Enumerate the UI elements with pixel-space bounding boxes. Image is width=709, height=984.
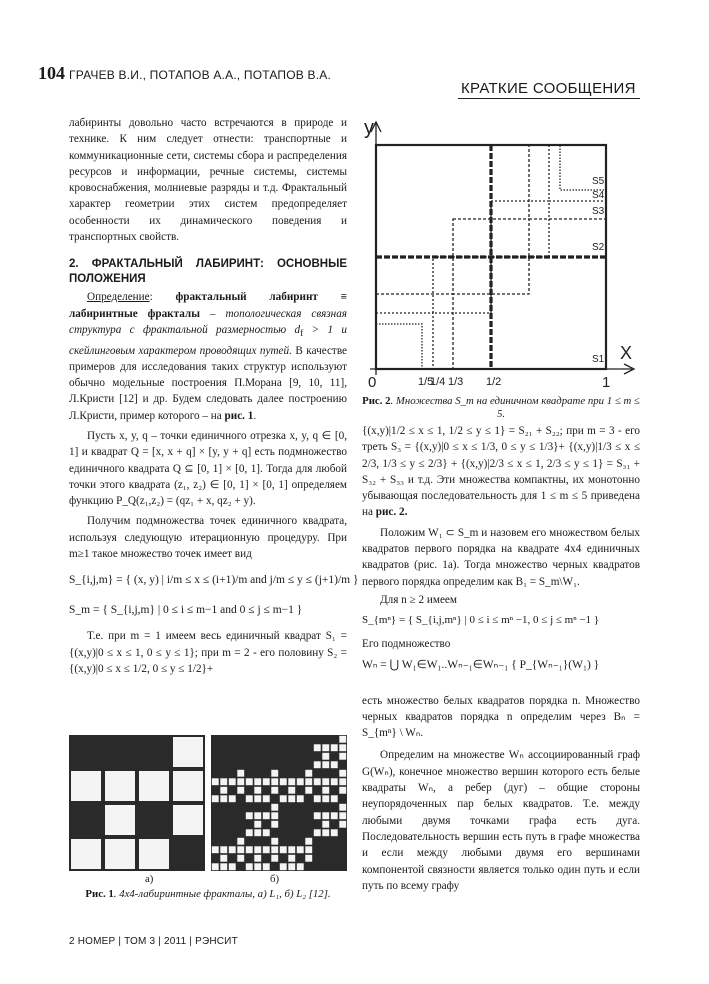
paragraph-black-squares: есть множество белых квадратов порядка n. Множество черных квадратов порядка n определим через Bₙ = S_{mⁿ} \ Wₙ. xyxy=(362,694,640,740)
fig1b-white-cell xyxy=(322,795,329,802)
x-axis-label: X xyxy=(620,343,633,363)
right-column xyxy=(362,423,640,894)
label-s2: S2 xyxy=(592,242,605,253)
fig1-caption-text: . 4x4-лабиринтные фракталы, а) L₁, б) L₂ [12]. xyxy=(113,888,331,900)
fig1b-white-cell xyxy=(271,846,278,853)
fig1b-white-cell xyxy=(220,863,227,870)
fig1b-white-cell xyxy=(280,846,287,853)
fig1b-white-cell xyxy=(305,846,312,853)
fig1b-white-cell xyxy=(263,829,270,836)
fig1b-white-cell xyxy=(271,787,278,794)
fig1b-white-cell xyxy=(288,778,295,785)
label-s1: S1 xyxy=(592,354,605,365)
fig1b-white-cell xyxy=(314,778,321,785)
fig1b-white-cell xyxy=(280,795,287,802)
label-s5: S5 xyxy=(592,176,605,187)
fig1b-white-cell xyxy=(254,855,261,862)
fig1b-white-cell xyxy=(339,812,346,819)
fig1-caption xyxy=(69,888,347,900)
fig1b-white-cell xyxy=(254,787,261,794)
fig1b-white-cell xyxy=(254,863,261,870)
running-authors: ГРАЧЕВ В.И., ПОТАПОВ А.А., ПОТАПОВ В.А. xyxy=(69,68,332,82)
footer: 2 НОМЕР | ТОМ 3 | 2011 | РЭНСИТ xyxy=(69,936,238,947)
fig1b-white-cell xyxy=(297,846,304,853)
fig1b-white-cell xyxy=(322,778,329,785)
paragraph-subset: Его подмножество xyxy=(362,638,451,651)
fig1b-white-cell xyxy=(305,770,312,777)
fig1b-white-cell xyxy=(288,855,295,862)
fig1a-white-cell xyxy=(105,805,135,835)
fig1b-white-cell xyxy=(305,838,312,845)
fig1-lattice xyxy=(69,735,347,871)
fig1b-white-cell xyxy=(271,812,278,819)
fig1b-white-cell xyxy=(288,863,295,870)
fig1b-white-cell xyxy=(339,770,346,777)
fig1b-white-cell xyxy=(322,761,329,768)
fig1b-white-cell xyxy=(280,863,287,870)
x-one-label: 1 xyxy=(602,374,611,391)
fig1b-white-cell xyxy=(331,795,338,802)
fig1b-white-cell xyxy=(271,804,278,811)
fig1a-white-cell xyxy=(173,771,203,801)
section-title: КРАТКИЕ СООБЩЕНИЯ xyxy=(461,80,636,97)
fig1b-white-cell xyxy=(237,778,244,785)
paragraph-examples: Т.е. при m = 1 имеем весь единичный квадрат S₁ = {(x,y)|0 ≤ x ≤ 1, 0 ≤ y ≤ 1}; при m = 2 - его половину S₂ = {(x,y)|0 ≤ x ≤ 1/2, 0 ≤ y ≤ 1/2}+ xyxy=(69,630,347,675)
fig1b-white-cell xyxy=(297,863,304,870)
fig1b-white-cell xyxy=(254,795,261,802)
fig1b-white-cell xyxy=(220,778,227,785)
fig1b-white-cell xyxy=(246,778,253,785)
fig1a-white-cell xyxy=(139,839,169,869)
fig1b-white-cell xyxy=(237,838,244,845)
figure-2 xyxy=(362,110,640,395)
formula-sm: S_m = { S_{i,j,m} | 0 ≤ i ≤ m−1 and 0 ≤ j ≤ m−1 } xyxy=(69,604,303,617)
fig1a-white-cell xyxy=(139,771,169,801)
fig1b-white-cell xyxy=(220,795,227,802)
fig1a-white-cell xyxy=(105,839,135,869)
formula-wn: Wₙ = ⋃ W₁∈W₁..Wₙ₋₁∈Wₙ₋₁ { P_{Wₙ₋₁}(W₁) } xyxy=(362,658,600,671)
fig1b-white-cell xyxy=(339,821,346,828)
fig1b-white-cell xyxy=(271,778,278,785)
paragraph-sets xyxy=(362,423,640,521)
fig1-label-a: а) xyxy=(145,873,154,885)
fig1a-white-cell xyxy=(173,737,203,767)
fig1b-white-cell xyxy=(305,787,312,794)
fig1b-white-cell xyxy=(339,736,346,743)
fig2-caption-label: Рис. 2 xyxy=(362,395,391,407)
fig1b-white-cell xyxy=(263,863,270,870)
fig1b-white-cell xyxy=(237,855,244,862)
fig1b-white-cell xyxy=(331,829,338,836)
formula-smn: S_{mⁿ} = { S_{i,j,mⁿ} | 0 ≤ i ≤ mⁿ −1, 0 ≤ j ≤ mⁿ −1 } xyxy=(362,614,600,627)
fig1b-white-cell xyxy=(229,778,236,785)
paragraph-definitions: Пусть x, y, q – точки единичного отрезка x, y, q ∈ [0, 1] и квадрат Q = [x, x + q] × [y, y + q] есть подмножество единичного квадрата Q ⊆ [0, 1] × [0, 1]. Тогда для любой точки этого квадрата (z₁, z₂) ∈ [0, 1] × [0, 1] определяем функцию P_Q(z₁,z₂) = (qz₁ + x, qz₂ + y). xyxy=(69,429,347,508)
fig1b-white-cell xyxy=(314,812,321,819)
fig1b-white-cell xyxy=(331,812,338,819)
paragraph-n2: Для n ≥ 2 имеем xyxy=(380,593,457,606)
fig1b-white-cell xyxy=(246,846,253,853)
fig1b-white-cell xyxy=(271,821,278,828)
fig1b-white-cell xyxy=(220,787,227,794)
fig1b-white-cell xyxy=(280,778,287,785)
fig1b-white-cell xyxy=(254,778,261,785)
fig1b-white-cell xyxy=(220,846,227,853)
fig1b-white-cell xyxy=(263,812,270,819)
fig1b-white-cell xyxy=(212,795,219,802)
fig1b-white-cell xyxy=(220,855,227,862)
square-s3-1 xyxy=(376,294,453,369)
fig1b-white-cell xyxy=(271,838,278,845)
fig1-caption-label: Рис. 1 xyxy=(85,888,114,900)
fig2-ref: рис. 2. xyxy=(375,506,408,519)
fig1b-white-cell xyxy=(212,863,219,870)
fig1b-white-cell xyxy=(297,778,304,785)
fig1b-white-cell xyxy=(314,761,321,768)
fig1b-white-cell xyxy=(271,770,278,777)
formula-sijm: S_{i,j,m} = { (x, y) | i/m ≤ x ≤ (i+1)/m and j/m ≤ y ≤ (j+1)/m } xyxy=(69,574,359,587)
tick-1-2: 1/2 xyxy=(486,376,502,388)
fig1a-white-cell xyxy=(71,839,101,869)
fig1b-white-cell xyxy=(212,846,219,853)
fig1b-white-cell xyxy=(212,778,219,785)
fig2-caption xyxy=(362,395,640,421)
fig1b-white-cell xyxy=(331,744,338,751)
fig1b-white-cell xyxy=(297,795,304,802)
fig1b-white-cell xyxy=(322,821,329,828)
definition-rest: В качестве примеров для исследования таких структур используют обычно модельные построения П.Морана [9, 10, 11], Л.Кристи [12] и др. Будем следовать далее построению Л.Кристи, пример которого – на xyxy=(69,344,348,422)
fig1b-white-cell xyxy=(339,804,346,811)
fig1b-white-cell xyxy=(246,812,253,819)
tick-1-4: 1/4 xyxy=(430,376,446,388)
fig1b-white-cell xyxy=(254,829,261,836)
fig1b-white-cell xyxy=(331,778,338,785)
tick-1-3: 1/3 xyxy=(448,376,464,388)
fig1b-white-cell xyxy=(271,855,278,862)
fig1b-white-cell xyxy=(254,821,261,828)
fig1b-white-cell xyxy=(314,744,321,751)
definition-label: Определение xyxy=(87,291,150,304)
left-column xyxy=(69,115,359,677)
square-s4-1 xyxy=(376,313,433,369)
fig1-label-b: б) xyxy=(270,873,280,885)
fig1b-white-cell xyxy=(246,863,253,870)
fig1b-white-cell xyxy=(314,795,321,802)
fig1b-white-cell xyxy=(288,787,295,794)
origin-label: 0 xyxy=(368,374,377,391)
fig1b-white-cell xyxy=(339,753,346,760)
page-number: 104 xyxy=(38,63,65,83)
header-rule xyxy=(458,98,640,99)
sets-text: {(x,y)|1/2 ≤ x ≤ 1, 1/2 ≤ y ≤ 1} = S₂₁ + S₂₂; при m = 3 - его треть S₃ = {(x,y)|0 ≤ x ≤ 1/3, 0 ≤ y ≤ 1/3}+ {(x,y)|1/3 ≤ x ≤ 2/3, 1/3 ≤ y ≤ 2/3} + {(x,y)|2/3 ≤ x ≤ 1, 2/3 ≤ y ≤ 1} = S₃₁ + S₃₂ + S₃₃ и т.д. Эти множества компактны, их монотонно убывающая последовательность для 1 ≤ m ≤ 5 приведена на xyxy=(362,425,640,519)
fig1b-white-cell xyxy=(339,787,346,794)
label-s3: S3 xyxy=(592,206,605,217)
figure-ref: рис. 1 xyxy=(224,409,254,422)
fig1b-white-cell xyxy=(254,846,261,853)
fig1b-white-cell xyxy=(339,778,346,785)
fig1b-white-cell xyxy=(288,846,295,853)
fig1b-white-cell xyxy=(237,787,244,794)
square-s4-3 xyxy=(491,201,549,257)
fig1b-white-cell xyxy=(322,812,329,819)
fig1b-white-cell xyxy=(331,761,338,768)
fig1b-white-cell xyxy=(229,846,236,853)
fig1b-white-cell xyxy=(229,795,236,802)
paragraph-white-squares: Положим W₁ ⊂ S_m и назовем его множеством белых квадратов первого порядка на квадрате 4x4 единичных квадратов (рис. 1а). Тогда множество черных квадратов первого порядка определим как B₁ = S_m\W₁. xyxy=(362,526,640,588)
definition-term: фрактальный лабиринт ≡ лабиринтные фракталы xyxy=(69,291,348,320)
section-heading: 2. ФРАКТАЛЬНЫЙ ЛАБИРИНТ: ОСНОВНЫЕ ПОЛОЖЕНИЯ xyxy=(69,258,347,286)
fig1b-white-cell xyxy=(314,829,321,836)
fig1b-white-cell xyxy=(254,812,261,819)
fig1b-white-cell xyxy=(288,795,295,802)
paragraph-graph: Определим на множестве Wₙ ассоциированный граф G(Wₙ), конечное множество вершин которого есть белые квадраты Wₙ, а ребер (дуг) – общие стороны неупорядоченных пар белых квадратов. Т.е. между любыми двумя точками графа есть дуга. Последовательность вершин есть путь в графе множества и если между любыми двумя его вершинами компонентой связности является только один путь и если путь по всему графу xyxy=(362,749,640,892)
fig1b-white-cell xyxy=(322,829,329,836)
fig2-caption-text: . Множества S_m на единичном квадрате при 1 ≤ m ≤ 5. xyxy=(390,395,640,420)
fig1b-white-cell xyxy=(246,795,253,802)
figure-1 xyxy=(69,735,347,871)
definition-italic: – топологическая связная структура с фрактальной размерностью d xyxy=(69,307,347,336)
square-s5-1 xyxy=(376,324,422,369)
fig2-diagram xyxy=(362,110,640,395)
fig1b-white-cell xyxy=(339,744,346,751)
fig1b-white-cell xyxy=(305,855,312,862)
tick-1-5: 1/5 xyxy=(418,376,434,388)
paragraph-procedure: Получим подмножества точек единичного квадрата, используя следующую итерационную процедуру. При m≥1 такое множество точек имеет вид xyxy=(69,515,347,561)
fig1b-white-cell xyxy=(229,863,236,870)
fig1a-white-cell xyxy=(105,771,135,801)
fig1b-white-cell xyxy=(322,787,329,794)
fig1b-white-cell xyxy=(246,829,253,836)
fig1b-white-cell xyxy=(322,753,329,760)
intro-paragraph: лабиринты довольно часто встречаются в природе и технике. К ним следует отнести: транспортные и коммуникационные сети, системы сбора и распределения ресурсов и информации, речные системы, системы кровоснабжения, молниевые разряды и т.д. Фрактальный характер геометрии этих систем предопределяет особенности их динамического поведения и транспортных свойств. xyxy=(69,117,347,244)
label-s4: S4 xyxy=(592,190,605,201)
fig1b-white-cell xyxy=(322,744,329,751)
fig1b-white-cell xyxy=(305,778,312,785)
fig1a-white-cell xyxy=(71,771,101,801)
y-axis-label: y xyxy=(364,117,374,139)
square-s4-2 xyxy=(433,257,491,313)
definition-paragraph: Определение: фрактальный лабиринт ≡ лабиринтные фракталы – топологическая связная структура с фрактальной размерностью $d_f > 1$ и скейлинговым характером проводящих путей. В качестве примеров для исследования таких структур используют обычно модельные построения П.Морана [9, 10, 11], Л.Кристи [12] и др. Будем следовать далее построению Л.Кристи, пример которого – на рис. 1. xyxy=(69,291,348,422)
fig1b-white-cell xyxy=(237,846,244,853)
fig1b-white-cell xyxy=(237,770,244,777)
definition-italic-2: > 1 и скейлинговым характером проводящих путей. xyxy=(69,323,348,357)
fig1b-white-cell xyxy=(263,846,270,853)
fig1b-white-cell xyxy=(263,795,270,802)
fig1b-white-cell xyxy=(263,778,270,785)
fig1a-white-cell xyxy=(173,805,203,835)
